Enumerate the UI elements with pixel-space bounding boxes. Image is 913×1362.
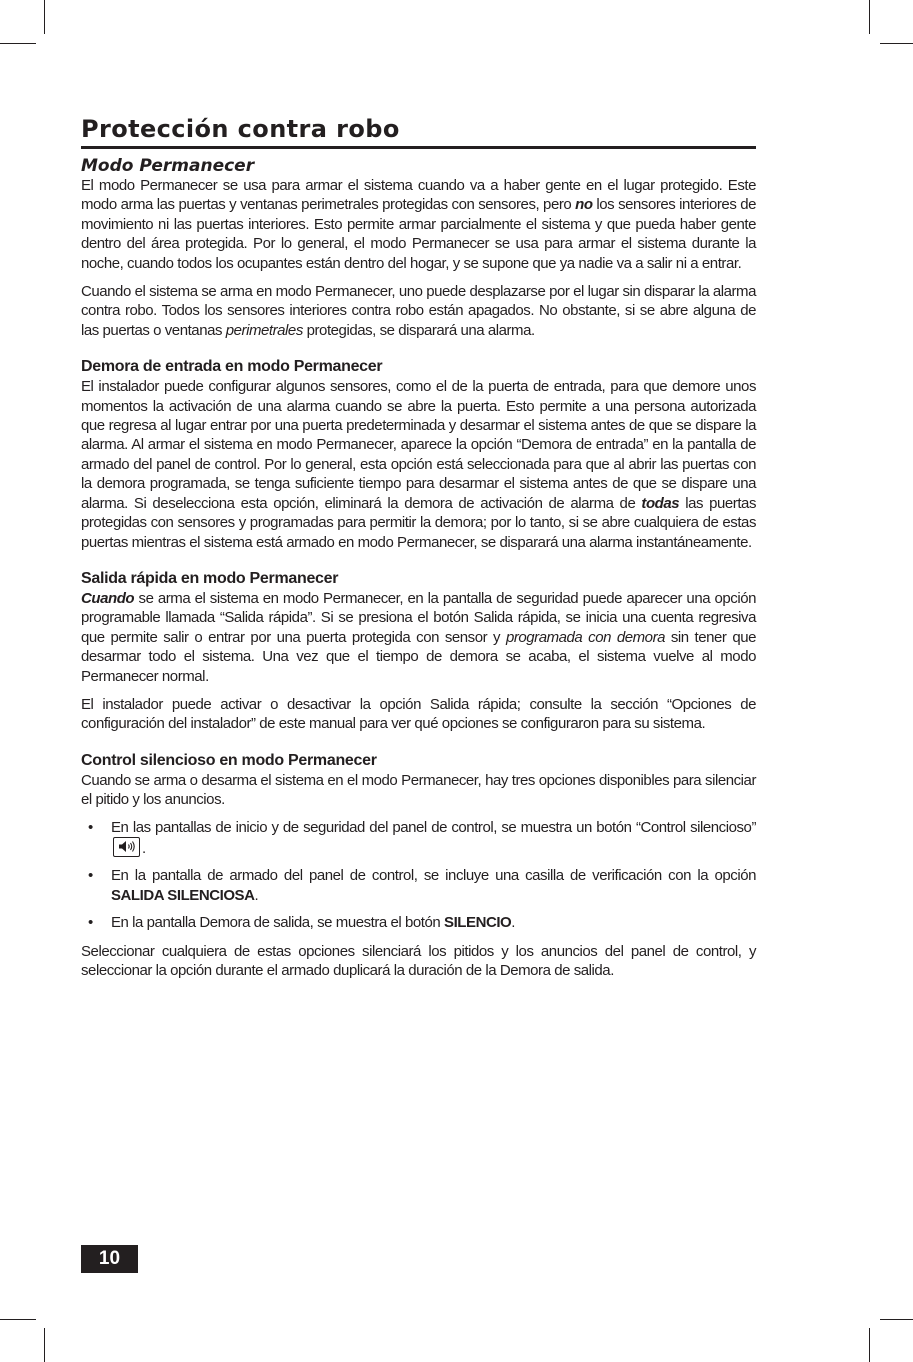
speaker-volume-icon <box>113 837 140 857</box>
emphasis: programada con demora <box>505 628 666 646</box>
crop-mark <box>869 0 870 34</box>
subsection-title: Control silencioso en modo Permanecer <box>81 751 377 769</box>
options-list <box>81 818 756 933</box>
crop-mark <box>44 1328 45 1362</box>
intro-paragraph: El modo Permanecer se usa para armar el sistema cuando va a haber gente en el lugar protegido. Este modo arma las puertas y ventanas perimetrales protegidas con sensores, pero no los sensores interiores de movimiento ni las puertas interiores. Esto permite armar parcialmente el sistema y que pueda haber gente dentro del área protegida. Por lo general, el modo Permanecer se usa para armar el sistema durante la noche, cuando todos los ocupantes están dentro del hogar, y se supone que ya nadie va a salir ni a entrar. <box>81 177 756 272</box>
crop-mark <box>880 1319 913 1320</box>
silent-control-paragraph: Cuando se arma o desarma el sistema en el modo Permanecer, hay tres opciones disponibles para silenciar el pitido y los anuncios. <box>81 771 756 809</box>
emphasis: no <box>575 196 593 214</box>
page-content <box>81 114 756 980</box>
emphasis: perimetrales <box>225 321 303 339</box>
quick-exit-paragraph: Cuando se arma el sistema en modo Permanecer, en la pantalla de seguridad puede aparecer una opción programable llamada “Salida rápida”. Si se presiona el botón Salida rápida, se inicia una cuenta regresiva que permite salir o entrar por una puerta protegida con sensor y programada con demora sin tener que desarmar todo el sistema. Una vez que el tiempo de demora se acaba, el sistema vuelve al modo Permanecer normal. <box>81 589 757 685</box>
list-item: • En la pantalla de armado del panel de control, se incluye una casilla de verificación con la opción SALIDA SILENCIOSA. <box>88 867 756 904</box>
quick-exit-paragraph: El instalador puede activar o desactivar la opción Salida rápida; consulte la sección “Opciones de configuración del instalador” de este manual para ver qué opciones se configuraron para su sistema. <box>81 695 756 733</box>
crop-mark <box>44 0 45 34</box>
emphasis: Cuando <box>81 589 135 607</box>
bullet: • <box>88 818 93 836</box>
crop-mark <box>880 43 913 44</box>
subsection-title: Demora de entrada en modo Permanecer <box>81 358 383 376</box>
option-name: SALIDA SILENCIOSA <box>111 886 255 904</box>
option-name: SILENCIO <box>444 914 512 932</box>
crop-mark <box>0 43 36 44</box>
emphasis: todas <box>641 494 680 512</box>
list-item: • En la pantalla Demora de salida, se muestra el botón SILENCIO. <box>88 914 515 932</box>
intro-paragraph: Cuando el sistema se arma en modo Permanecer, uno puede desplazarse por el lugar sin disparar la alarma contra robo. Todos los sensores interiores contra robo están apagados. No obstante, si se abre alguna de las puertas o ventanas perimetrales protegidas, se disparará una alarma. <box>81 283 756 339</box>
page-number: 10 <box>81 1245 138 1273</box>
list-item: • En las pantallas de inicio y de seguridad del panel de control, se muestra un botón “Control silencioso” . <box>88 818 756 857</box>
crop-mark <box>0 1319 36 1320</box>
page-title: Protección contra robo <box>81 114 756 149</box>
bullet: • <box>88 867 93 885</box>
section-title: Modo Permanecer <box>81 156 255 176</box>
bullet: • <box>88 914 93 932</box>
entry-delay-paragraph: El instalador puede configurar algunos sensores, como el de la puerta de entrada, para que demore unos momentos la activación de una alarma cuando se abre la puerta. Esto permite a una persona autorizada que regresa al lugar entrar por una puerta predeterminada y desarmar el sistema antes de que se dispare la alarma. Al armar el sistema en modo Permanecer, aparece la opción “Demora de entrada” en la pantalla de armado del panel de control. Por lo general, esta opción está seleccionada para que al abrir las puertas con la demora programada, se tenga suficiente tiempo para desarmar el sistema antes de que se dispare una alarma. Si deselecciona esta opción, eliminará la demora de activación de alarma de todas las puertas protegidas con sensores y programadas para permitir la demora; por lo tanto, si se abre cualquiera de estas puertas mientras el sistema está armado en modo Permanecer, se disparará una alarma instantáneamente. <box>81 378 756 551</box>
subsection-title: Salida rápida en modo Permanecer <box>81 569 339 587</box>
crop-mark <box>869 1328 870 1362</box>
silent-control-paragraph: Seleccionar cualquiera de estas opciones silenciará los pitidos y los anuncios del panel de control, y seleccionar la opción durante el armado duplicará la duración de la Demora de salida. <box>81 942 756 979</box>
